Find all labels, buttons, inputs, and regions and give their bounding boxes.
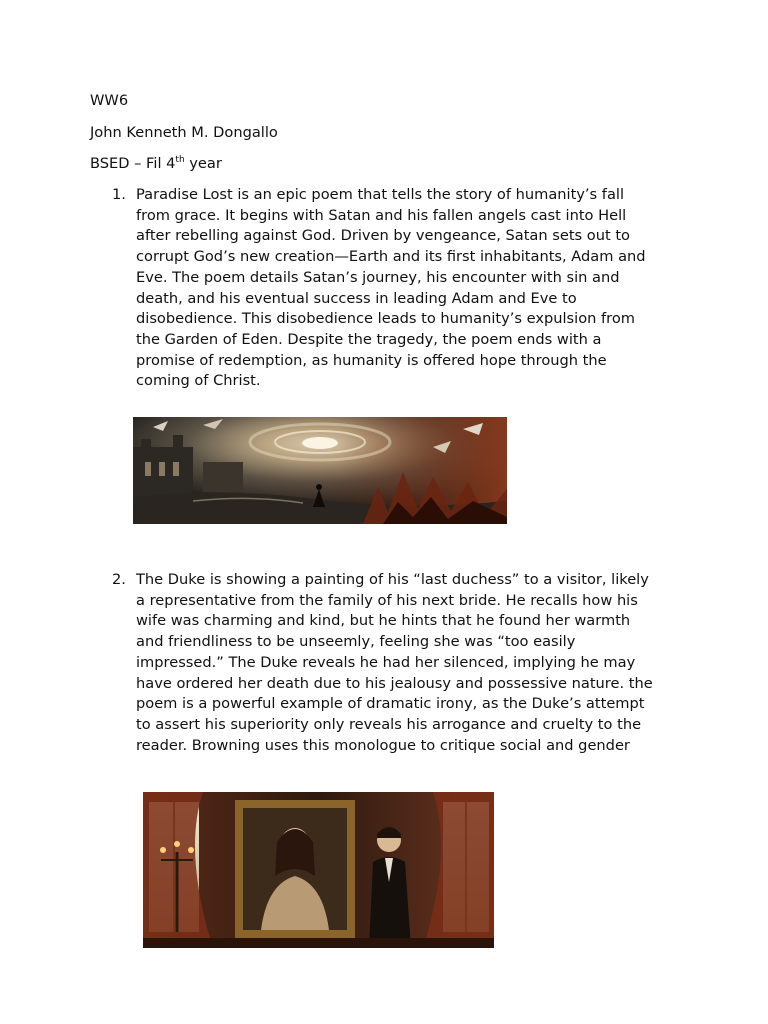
paragraph-line: after rebelling against God. Driven by vengeance, Satan sets out to	[136, 227, 630, 245]
list-item-number: 2.	[112, 571, 126, 588]
paragraph-line: and friendliness to be unseemly, feeling she was “too easily	[136, 633, 576, 651]
list-item-number: 1.	[112, 186, 126, 203]
paradise-lost-illustration	[133, 417, 507, 524]
my-last-duchess-illustration	[143, 792, 494, 948]
list-item-paragraph	[136, 185, 672, 392]
paragraph-line: Eve. The poem details Satan’s journey, his encounter with sin and	[136, 268, 620, 286]
document-title: WW6	[90, 92, 129, 109]
paragraph-line: to assert his superiority only reveals his arrogance and cruelty to the	[136, 715, 642, 733]
list-item-paragraph	[136, 570, 672, 756]
paragraph-line: a representative from the family of his next bride. He recalls how his	[136, 591, 638, 609]
paragraph-line: coming of Christ.	[136, 372, 261, 390]
paragraph-line: corrupt God’s new creation—Earth and its first inhabitants, Adam and	[136, 248, 646, 266]
course-year	[90, 154, 222, 174]
paragraph-line: The Duke is showing a painting of his “last duchess” to a visitor, likely	[136, 571, 649, 588]
paragraph-line: impressed.” The Duke reveals he had her silenced, implying he may	[136, 653, 636, 671]
course-prefix: BSED – Fil 4	[90, 155, 176, 172]
paragraph-line: death, and his eventual success in leading Adam and Eve to	[136, 289, 577, 307]
paragraph-line: reader. Browning uses this monologue to critique social and gender	[136, 736, 630, 754]
paradise-lost-image	[133, 417, 507, 524]
paragraph-line: from grace. It begins with Satan and his fallen angels cast into Hell	[136, 206, 627, 224]
paragraph-line: the Garden of Eden. Despite the tragedy, the poem ends with a	[136, 330, 602, 348]
paragraph-line: poem is a powerful example of dramatic irony, as the Duke’s attempt	[136, 695, 645, 713]
paragraph-line: Paradise Lost is an epic poem that tells the story of humanity’s fall	[136, 186, 624, 203]
paragraph-line: promise of redemption, as humanity is offered hope through the	[136, 351, 607, 369]
my-last-duchess-image	[143, 792, 494, 948]
course-suffix: year	[184, 155, 222, 172]
author-name: John Kenneth M. Dongallo	[90, 124, 278, 141]
paragraph-line: have ordered her death due to his jealousy and possessive nature. the	[136, 674, 653, 692]
paragraph-line: wife was charming and kind, but he hints that he found her warmth	[136, 612, 631, 630]
paragraph-line: disobedience. This disobedience leads to humanity’s expulsion from	[136, 310, 635, 328]
course-ordinal: th	[175, 155, 185, 166]
